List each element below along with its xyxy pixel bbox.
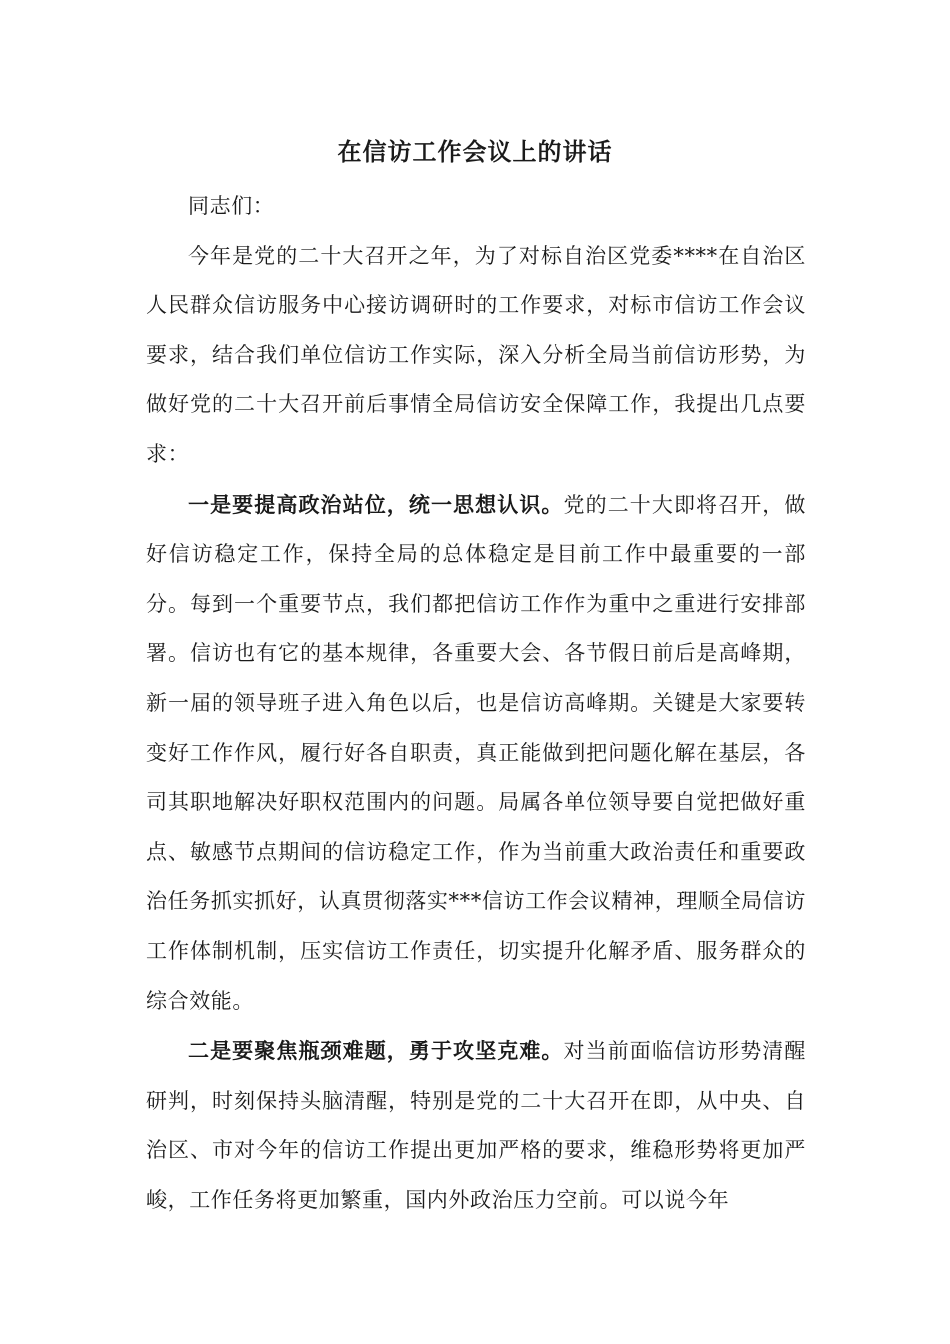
point-one-paragraph <box>146 480 806 1027</box>
point-two-paragraph <box>146 1026 806 1225</box>
document-title: 在信访工作会议上的讲话 <box>337 137 613 166</box>
point-one-heading: 一是要提高政治站位，统一思想认识。 <box>188 491 564 517</box>
point-one-text: 党的二十大即将召开，做好信访稳定工作，保持全局的总体稳定是目前工作中最重要的一部分。每到一个重要节点，我们都把信访工作作为重中之重进行安排部署。信访也有它的基本规律，各重要大会、各节假日前后是高峰期，新一届的领导班子进入角色以后，也是信访高峰期。关键是大家要转变好工作作风，履行好各自职责，真正能做到把问题化解在基层，各司其职地解决好职权范围内的问题。局属各单位领导要自觉把做好重点、敏感节点期间的信访稳定工作，作为当前重大政治责任和重要政治任务抓实抓好，认真贯彻落实***信访工作会议精神，理顺全局信访工作体制机制，压实信访工作责任，切实提升化解矛盾、服务群众的综合效能。 <box>146 492 806 1013</box>
point-two-heading: 二是要聚焦瓶颈难题，勇于攻坚克难。 <box>188 1038 564 1064</box>
document-body <box>146 182 806 1225</box>
point-two-text: 对当前面临信访形势清醒研判，时刻保持头脑清醒，特别是党的二十大召开在即，从中央、自治区、市对今年的信访工作提出更加严格的要求，维稳形势将更加严峻，工作任务将更加繁重，国内外政治压力空前。可以说今年 <box>146 1039 806 1212</box>
salutation: 同志们： <box>188 194 275 218</box>
intro-paragraph: 今年是党的二十大召开之年，为了对标自治区党委****在自治区人民群众信访服务中心接访调研时的工作要求，对标市信访工作会议要求，结合我们单位信访工作实际，深入分析全局当前信访形势，为做好党的二十大召开前后事情全局信访安全保障工作，我提出几点要求： <box>146 243 806 466</box>
